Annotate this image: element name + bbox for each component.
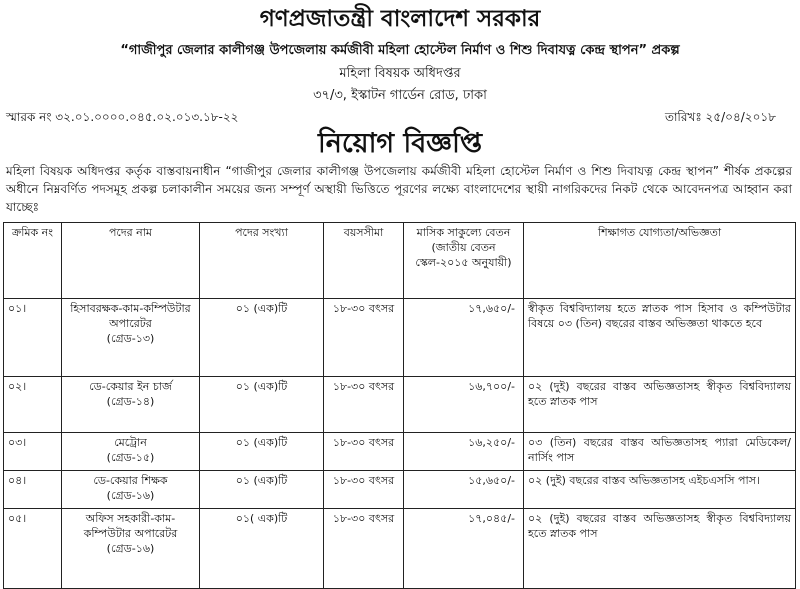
- serial-cell: ০২।: [4, 377, 62, 433]
- department-name: মহিলা বিষয়ক অধিদপ্তর: [339, 66, 461, 81]
- post-grade: (গ্রেড-১৬): [106, 489, 155, 502]
- notice-date: তারিখঃ ২৫/০৪/২০১৮: [664, 110, 776, 124]
- post-name: ডে-কেয়ার শিক্ষক: [93, 474, 168, 487]
- table-row: [4, 509, 796, 589]
- post-grade: (গ্রেড-১৩): [106, 332, 155, 345]
- post-cell: [62, 377, 200, 433]
- post-grade: (গ্রেড-১৪): [106, 395, 155, 408]
- count-cell: ০১ (এক)টি: [200, 433, 324, 471]
- qualification-cell: ০৩ (তিন) বছরের বাস্তব অভিজ্ঞতাসহ প্যারা মেডিকেল/নার্সিং পাস: [524, 433, 796, 471]
- qualification-cell: স্বীকৃত বিশ্ববিদ্যালয় হতে স্নাতক পাস হিসাব ও কম্পিউটার বিষয়ে ০৩ (তিন) বছরের বাস্তব অভিজ্ঞতা থাকতে হবে: [524, 299, 796, 377]
- post-name: ডে-কেয়ার ইন চার্জ: [89, 380, 172, 393]
- qualification-cell: ০২ (দুই) বছরের বাস্তব অভিজ্ঞতাসহ এইচএসসি পাস।: [524, 471, 796, 509]
- column-header-qualification: শিক্ষাগত যোগ্যতা/অভিজ্ঞতা: [524, 223, 796, 299]
- table-row: [4, 299, 796, 377]
- column-header-salary: মাসিক সাকুল্যে বেতন (জাতীয় বেতন স্কেল-২০১৫ অনুযায়ী): [404, 223, 524, 299]
- age-cell: ১৮-৩০ বৎসর: [324, 433, 404, 471]
- column-header-age: বয়সসীমা: [324, 223, 404, 299]
- notice-heading: নিয়োগ বিজ্ঞপ্তি: [317, 128, 483, 159]
- salary-cell: ১৬,৭০০/-: [404, 377, 524, 433]
- age-cell: ১৮-৩০ বৎসর: [324, 299, 404, 377]
- column-header-serial: ক্রমিক নং: [4, 223, 62, 299]
- qualification-cell: ০২ (দুই) বছরের বাস্তব অভিজ্ঞতাসহ স্বীকৃত বিশ্ববিদ্যালয় হতে স্নাতক পাস: [524, 509, 796, 589]
- post-cell: [62, 509, 200, 589]
- age-cell: ১৮-৩০ বৎসর: [324, 471, 404, 509]
- table-row: [4, 433, 796, 471]
- post-name: মেট্রোন: [114, 436, 147, 449]
- salary-cell: ১৭,৬৫০/-: [404, 299, 524, 377]
- salary-cell: ১৬,২৫০/-: [404, 433, 524, 471]
- serial-cell: ০৪।: [4, 471, 62, 509]
- serial-cell: ০১।: [4, 299, 62, 377]
- salary-cell: ১৫,৬৫০/-: [404, 471, 524, 509]
- count-cell: ০১( এক)টি: [200, 509, 324, 589]
- post-grade: (গ্রেড-১৬): [106, 542, 155, 555]
- memo-number: স্মারক নং ৩২.০১.০০০০.০৪৫.০২.০১৩.১৮-২২: [6, 110, 239, 124]
- table-row: [4, 471, 796, 509]
- salary-cell: ১৭,০৪৫/-: [404, 509, 524, 589]
- count-cell: ০১ (এক)টি: [200, 299, 324, 377]
- age-cell: ১৮-৩০ বৎসর: [324, 377, 404, 433]
- government-title: গণপ্রজাতন্ত্রী বাংলাদেশ সরকার: [259, 6, 541, 32]
- post-grade: (গ্রেড-১৫): [106, 451, 155, 464]
- post-name: হিসাবরক্ষক-কাম-কম্পিউটার অপারেটর: [70, 302, 191, 330]
- column-header-post: পদের নাম: [62, 223, 200, 299]
- post-name: অফিস সহকারী-কাম-কম্পিউটার অপারেটর: [83, 512, 178, 540]
- count-cell: ০১ (এক)টি: [200, 377, 324, 433]
- age-cell: ১৮-৩০ বৎসর: [324, 509, 404, 589]
- count-cell: ০১ (এক)টি: [200, 471, 324, 509]
- project-name: “গাজীপুর জেলার কালীগঞ্জ উপজেলায় কর্মজীবী মহিলা হোস্টেল নির্মাণ ও শিশু দিবাযত্ন কেন্দ্র স্থাপন” প্রকল্প: [120, 43, 680, 58]
- table-row: [4, 377, 796, 433]
- office-address: ৩৭/৩, ইস্কাটন গার্ডেন রোড, ঢাকা: [313, 88, 487, 103]
- post-cell: [62, 433, 200, 471]
- serial-cell: ০৫।: [4, 509, 62, 589]
- column-header-count: পদের সংখ্যা: [200, 223, 324, 299]
- intro-paragraph: মহিলা বিষয়ক অধিদপ্তর কর্তৃক বাস্তবায়নাধীন “গাজীপুর জেলার কালীগঞ্জ উপজেলায় কর্মজীবী মহিলা হোস্টেল নির্মাণ ও শিশু দিবাযত্ন কেন্দ্র স্থাপন” শীর্ষক প্রকল্পের অধীনে নিম্নবর্ণিত পদসমূহ প্রকল্প চলাকালীন সময়ের জন্য সম্পূর্ণ অস্থায়ী ভিত্তিতে পূরণের লক্ষ্যে বাংলাদেশের স্থায়ী নাগরিকদের নিকট থেকে আবেদনপত্র আহ্বান করা যাচ্ছেঃ: [6, 164, 792, 214]
- qualification-cell: ০২ (দুই) বছরের বাস্তব অভিজ্ঞতাসহ স্বীকৃত বিশ্ববিদ্যালয় হতে স্নাতক পাস: [524, 377, 796, 433]
- post-cell: [62, 299, 200, 377]
- vacancy-table: [3, 222, 796, 589]
- serial-cell: ০৩।: [4, 433, 62, 471]
- table-header-row: [4, 223, 796, 299]
- post-cell: [62, 471, 200, 509]
